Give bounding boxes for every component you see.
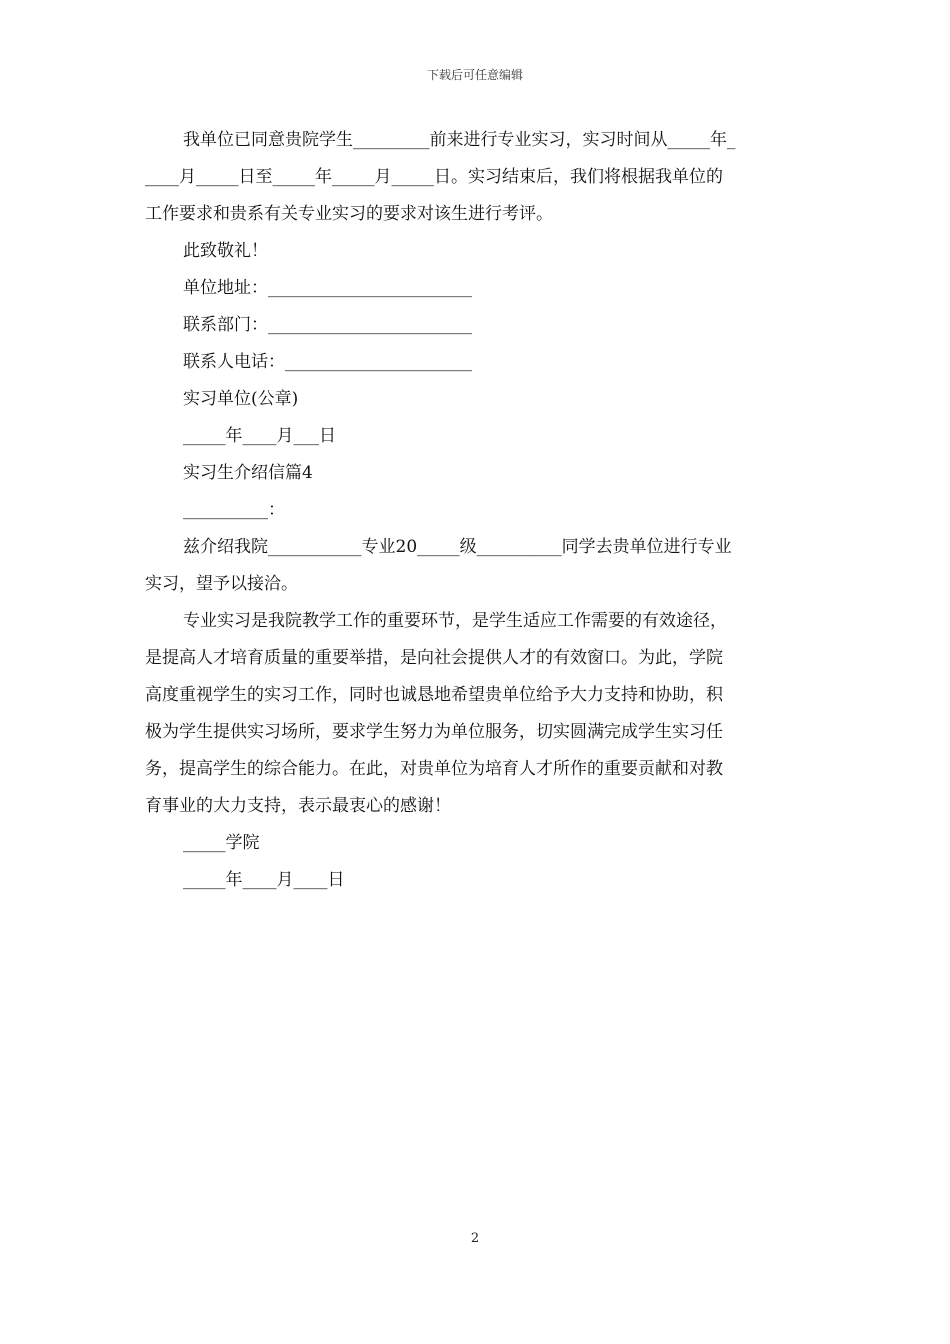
paragraph-2-line-1: 兹介绍我院___________专业20_____级__________同学去贵单位进行专业 [183, 537, 732, 557]
paragraph-1-line-3: 工作要求和贵系有关专业实习的要求对该生进行考评。 [145, 204, 553, 224]
addressee: __________： [183, 500, 285, 520]
document-body [145, 122, 810, 899]
college-signature: _____学院 [183, 833, 260, 853]
contact-phone-field: 联系人电话：______________________ [183, 352, 472, 372]
paragraph-3-line-5: 务，提高学生的综合能力。在此，对贵单位为培育人才所作的重要贡献和对教 [145, 759, 723, 779]
paragraph-3-line-6: 育事业的大力支持，表示最衷心的感谢！ [145, 796, 451, 816]
paragraph-3-line-3: 高度重视学生的实习工作，同时也诚恳地希望贵单位给予大力支持和协助，积 [145, 685, 723, 705]
contact-department-field: 联系部门：________________________ [183, 315, 472, 335]
page-header: 下载后可任意编辑 [426, 68, 523, 82]
date-line-2: _____年____月____日 [183, 870, 345, 890]
date-line-1: _____年____月___日 [183, 426, 336, 446]
salutation: 此致敬礼！ [183, 241, 268, 261]
paragraph-3-line-1: 专业实习是我院教学工作的重要环节，是学生适应工作需要的有效途径， [183, 611, 727, 631]
paragraph-1-line-1: 我单位已同意贵院学生_________前来进行专业实习，实习时间从_____年_ [183, 130, 736, 150]
section-title: 实习生介绍信篇4 [183, 463, 313, 483]
paragraph-1-line-2: ____月_____日至_____年_____月_____日。实习结束后，我们将根据我单位的 [145, 167, 723, 187]
paragraph-3-line-4: 极为学生提供实习场所，要求学生努力为单位服务，切实圆满完成学生实习任 [145, 722, 723, 742]
unit-address-field: 单位地址：________________________ [183, 278, 472, 298]
internship-unit-seal: 实习单位(公章) [183, 389, 299, 409]
page-number: 2 [470, 1231, 480, 1246]
paragraph-3-line-2: 是提高人才培育质量的重要举措，是向社会提供人才的有效窗口。为此，学院 [145, 648, 723, 668]
paragraph-2-line-2: 实习，望予以接洽。 [145, 574, 298, 594]
